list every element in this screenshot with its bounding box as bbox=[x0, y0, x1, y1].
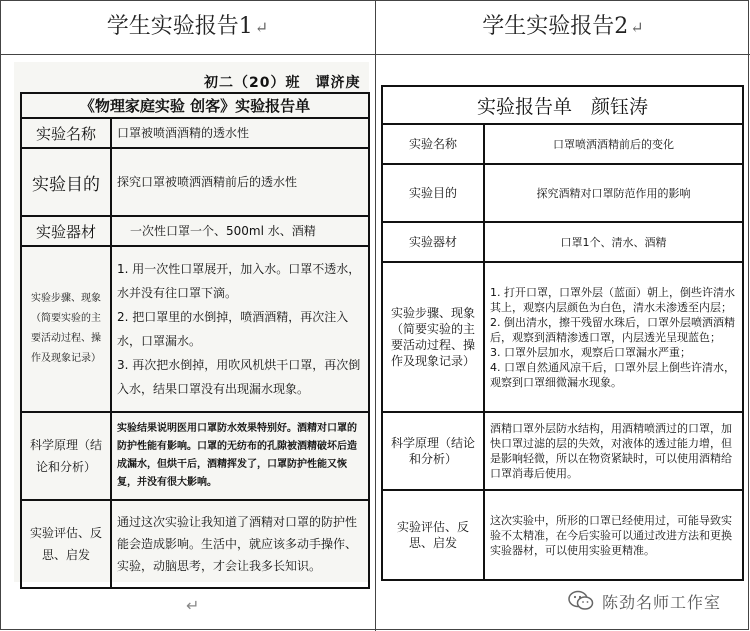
left-report-title: 《物理家庭实验 创客》实验报告单 bbox=[21, 93, 369, 118]
row-value: 通过这次实验让我知道了酒精对口罩的防护性能会造成影响。生活中，就应该多动手操作、实验，动脑思考，才会让我多长知识。 bbox=[111, 500, 369, 588]
row-label: 实验评估、反思、启发 bbox=[382, 490, 484, 580]
row-label: 实验器材 bbox=[21, 216, 111, 246]
row-value: 酒精口罩外层防水结构，用酒精喷洒过的口罩，加快口罩过滤的层的失效，对液体的透过能力增，但是影响轻微，所以在物资紧缺时，可以使用酒精给口罩消毒后使用。 bbox=[484, 412, 743, 490]
watermark-text: 陈劲名师工作室 bbox=[602, 592, 722, 612]
step-item: 1. 用一次性口罩展开，加入水。口罩不透水，水并没有往口罩下滴。 bbox=[117, 262, 361, 300]
table-row bbox=[21, 500, 369, 588]
left-column-title bbox=[0, 0, 375, 54]
left-report-table bbox=[20, 92, 370, 589]
row-steps bbox=[111, 246, 369, 412]
header-divider bbox=[0, 54, 750, 55]
table-row bbox=[21, 93, 369, 118]
table-row bbox=[382, 490, 743, 580]
table-row bbox=[382, 86, 743, 124]
paragraph-mark-icon: ↵ bbox=[630, 18, 644, 37]
watermark bbox=[568, 586, 721, 616]
row-label: 实验器材 bbox=[382, 222, 484, 262]
row-value: 实验结果说明医用口罩防水效果特别好。酒精对口罩的防护性能有影响。口罩的无纺布的孔隙被酒精破坏后造成漏水，但烘干后，酒精挥发了，口罩防护性能又恢复，并没有很大影响。 bbox=[111, 412, 369, 500]
row-label: 实验名称 bbox=[21, 118, 111, 148]
left-title-text: 学生实验报告 bbox=[106, 14, 239, 39]
row-label: 实验评估、反思、启发 bbox=[21, 500, 111, 588]
left-title-number: 1 bbox=[238, 14, 253, 39]
row-value: 口罩1个、清水、酒精 bbox=[484, 222, 743, 262]
right-report-table bbox=[381, 85, 744, 581]
paragraph-mark-icon: ↵ bbox=[254, 18, 269, 37]
row-label: 科学原理（结论和分析） bbox=[21, 412, 111, 500]
row-value: 口罩喷洒酒精前后的变化 bbox=[484, 124, 743, 164]
right-column-title bbox=[376, 0, 750, 54]
table-row bbox=[382, 262, 743, 412]
row-label: 科学原理（结论和分析） bbox=[382, 412, 484, 490]
row-value: 探究酒精对口罩防范作用的影响 bbox=[484, 164, 743, 222]
step-item: 1. 打开口罩，口罩外层（蓝面）朝上，倒些许清水其上，观察内层颜色为白色，清水未渗透至内层； bbox=[490, 285, 735, 314]
row-label: 实验名称 bbox=[382, 124, 484, 164]
paragraph-mark-icon: ↵ bbox=[186, 596, 200, 615]
row-value: 一次性口罩一个、500ml 水、酒精 bbox=[111, 216, 369, 246]
row-label: 实验步骤、现象（简要实验的主要活动过程、操作及现象记录） bbox=[382, 262, 484, 412]
right-title-number: 2 bbox=[614, 14, 629, 39]
row-value: 探究口罩被喷洒酒精前后的透水性 bbox=[111, 148, 369, 216]
right-report-title: 实验报告单 颜钰涛 bbox=[382, 86, 743, 124]
row-label: 实验目的 bbox=[21, 148, 111, 216]
step-item: 3. 口罩外层加水，观察后口罩漏水严重； bbox=[490, 345, 691, 359]
table-row bbox=[21, 216, 369, 246]
row-label: 实验步骤、现象（简要实验的主要活动过程、操作及现象记录） bbox=[21, 246, 111, 412]
row-steps bbox=[484, 262, 743, 412]
step-item: 3. 再次把水倒掉，用吹风机烘干口罩，再次倒入水，结果口罩没有出现漏水现象。 bbox=[117, 358, 361, 396]
table-row bbox=[21, 412, 369, 500]
table-row bbox=[21, 118, 369, 148]
step-item: 2. 把口罩里的水倒掉，喷酒酒精，再次注入水，口罩漏水。 bbox=[117, 310, 349, 348]
table-row bbox=[382, 124, 743, 164]
step-item: 2. 倒出清水，擦干残留水珠后，口罩外层喷洒酒精后，观察到酒精渗透口罩，内层透光呈现蓝色； bbox=[490, 315, 735, 344]
row-label: 实验目的 bbox=[382, 164, 484, 222]
left-author: 初二（20）班 谭济庚 bbox=[204, 75, 361, 91]
table-row bbox=[382, 222, 743, 262]
table-row bbox=[382, 164, 743, 222]
table-row bbox=[21, 148, 369, 216]
row-value: 口罩被喷酒酒精的透水性 bbox=[111, 118, 369, 148]
row-value: 这次实验中，所形的口罩已经使用过，可能导致实验不太精准，在今后实验可以通过改进方法和更换实验器材，可以使用实验更精准。 bbox=[484, 490, 743, 580]
table-row bbox=[382, 412, 743, 490]
wechat-icon bbox=[568, 590, 594, 612]
table-row bbox=[21, 246, 369, 412]
column-divider bbox=[375, 0, 376, 631]
right-title-text: 学生实验报告 bbox=[482, 14, 615, 39]
step-item: 4. 口罩自然通风凉干后，口罩外层上倒些许清水，观察到口罩细微漏水现象。 bbox=[490, 360, 735, 389]
